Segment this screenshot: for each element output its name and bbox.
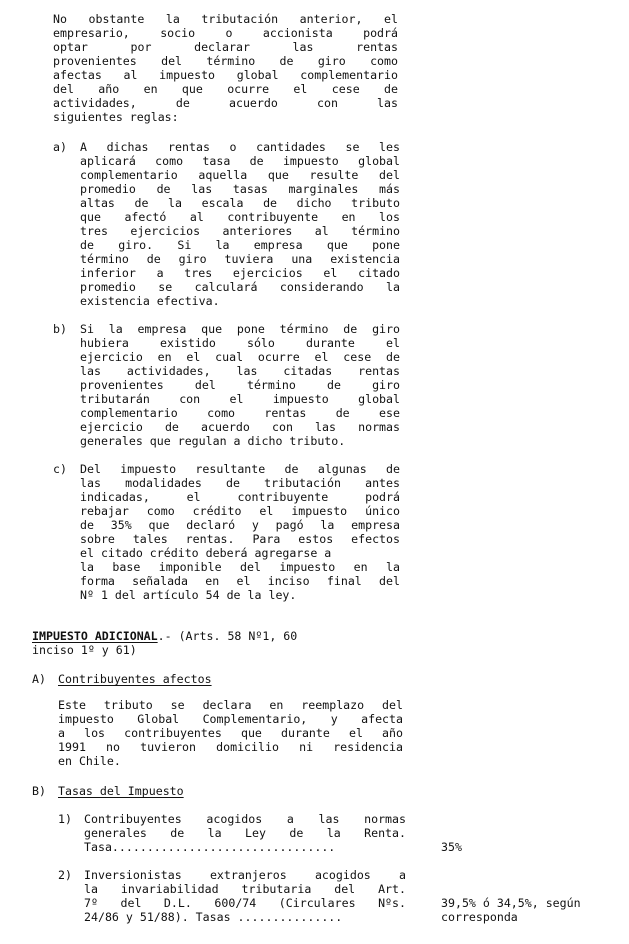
rule-line: la base imponible del impuesto en la — [80, 560, 400, 574]
intro-line: optar por declarar las rentas — [53, 40, 398, 54]
rule-line: generales que regulan a dicho tributo. — [80, 434, 346, 448]
article-reference: .- (Arts. 58 Nº1, 60 — [157, 629, 298, 643]
rule-line: las actividades, las citadas rentas — [80, 364, 400, 378]
rule-line: existencia efectiva. — [80, 294, 220, 308]
intro-line: No obstante la tributación anterior, el — [53, 12, 398, 26]
rule-marker: b) — [53, 322, 67, 336]
rule-line: Si la empresa que pone término de giro — [80, 322, 400, 336]
rule-line: provenientes del término de giro — [80, 378, 400, 392]
heading-line — [32, 630, 297, 644]
rule-line: promedio se calculará considerando la — [80, 280, 400, 294]
item-line: Tasa................................ — [84, 840, 336, 854]
intro-line: del año en que ocurre el cese de — [53, 82, 398, 96]
intro-line: siguientes reglas: — [53, 110, 179, 124]
rule-line: sobre tales rentas. Para estos efectos — [80, 532, 400, 546]
item-line: Contribuyentes acogidos a las normas — [84, 812, 406, 826]
rule-marker: a) — [53, 140, 67, 154]
section-heading: Tasas del Impuesto — [58, 784, 184, 798]
rule-line: inferior a tres ejercicios el citado — [80, 266, 400, 280]
rule-line: tributarán con el impuesto global — [80, 392, 400, 406]
rule-line: las modalidades de tributación antes — [80, 476, 400, 490]
rule-line: ejercicio de acuerdo con las normas — [80, 420, 400, 434]
rate-value-continued: corresponda — [441, 910, 518, 924]
rule-line: indicadas, el contribuyente podrá — [80, 490, 400, 504]
section-line: en Chile. — [58, 754, 121, 768]
intro-line: empresario, socio o accionista podrá — [53, 26, 398, 40]
intro-line: afectas al impuesto global complementario — [53, 68, 398, 82]
rule-line: promedio de las tasas marginales más — [80, 182, 400, 196]
item-line: la invariabilidad tributaria del Art. — [84, 882, 406, 896]
item-line: 24/86 y 51/88). Tasas ............... — [84, 910, 343, 924]
rule-line: Del impuesto resultante de algunas de — [80, 462, 400, 476]
item-marker: 2) — [58, 868, 72, 882]
rule-line: de 35% que declaró y pagó la empresa — [80, 518, 400, 532]
rule-line: de giro. Si la empresa que pone — [80, 238, 400, 252]
rule-line: Nº 1 del artículo 54 de la ley. — [80, 588, 297, 602]
rate-value: 39,5% ó 34,5%, según — [441, 896, 581, 910]
rule-line: hubiera existido sólo durante el — [80, 336, 400, 350]
rule-line: aplicará como tasa de impuesto global — [80, 154, 400, 168]
section-heading: Contribuyentes afectos — [58, 672, 212, 686]
section-line: impuesto Global Complementario, y afecta — [58, 712, 403, 726]
rule-line: ejercicio en el cual ocurre el cese de — [80, 350, 400, 364]
rule-marker: c) — [53, 462, 67, 476]
item-line: Inversionistas extranjeros acogidos a — [84, 868, 406, 882]
section-title: IMPUESTO ADICIONAL — [32, 629, 158, 643]
rate-value: 35% — [441, 840, 462, 854]
section-marker: B) — [32, 784, 46, 798]
item-line: generales de la Ley de la Renta. — [84, 826, 406, 840]
item-marker: 1) — [58, 812, 72, 826]
rule-line: forma señalada en el inciso final del — [80, 574, 400, 588]
rule-line: que afectó al contribuyente en los — [80, 210, 400, 224]
rule-line: complementario aquella que resulte del — [80, 168, 400, 182]
rule-line: el citado crédito deberá agregarse a — [80, 546, 332, 560]
item-line: 7º del D.L. 600/74 (Circulares Nºs. — [84, 896, 406, 910]
article-reference-continued: inciso 1º y 61) — [32, 643, 137, 657]
section-line: 1991 no tuvieron domicilio ni residencia — [58, 740, 403, 754]
section-line: Este tributo se declara en reemplazo del — [58, 698, 403, 712]
intro-line: provenientes del término de giro como — [53, 54, 398, 68]
section-marker: A) — [32, 672, 46, 686]
rule-line: término de giro tuviera una existencia — [80, 252, 400, 266]
section-line: a los contribuyentes que durante el año — [58, 726, 403, 740]
rule-line: complementario como rentas de ese — [80, 406, 400, 420]
rule-line: tres ejercicios anteriores al término — [80, 224, 400, 238]
intro-line: actividades, de acuerdo con las — [53, 96, 398, 110]
rule-line: altas de la escala de dicho tributo — [80, 196, 400, 210]
rule-line: rebajar como crédito el impuesto único — [80, 504, 400, 518]
rule-line: A dichas rentas o cantidades se les — [80, 140, 400, 154]
